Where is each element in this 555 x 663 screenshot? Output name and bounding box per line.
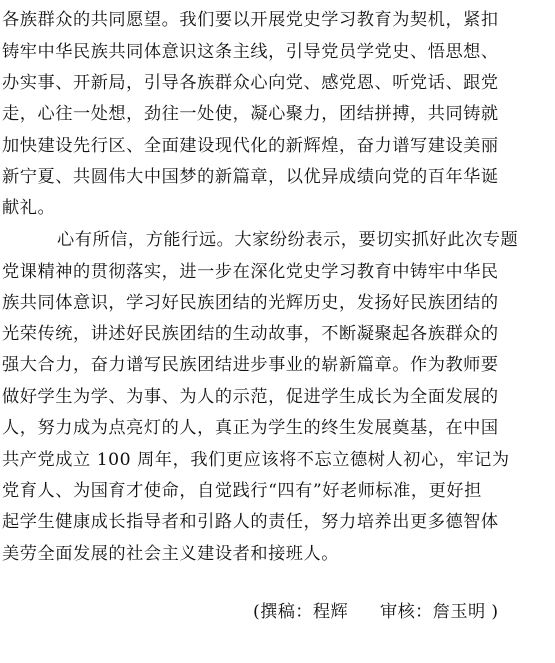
text-line: 办实事、开新局，引导各族群众心向党、感党恩、听党话、跟党 [2,73,499,93]
text-line: 新宁夏、共圆伟大中国梦的新篇章，以优异成绩向党的百年华诞 [2,167,499,187]
text-line: 铸牢中华民族共同体意识这条主线，引导党员学党史、悟思想、 [2,42,499,62]
text-line: 光荣传统，讲述好民族团结的生动故事，不断凝聚起各族群众的 [2,324,499,344]
text-line: 加快建设先行区、全面建设现代化的新辉煌，奋力谱写建设美丽 [2,136,499,156]
text-line: 族共同体意识，学习好民族团结的光辉历史，发扬好民族团结的 [2,293,499,313]
text-line: 走，心往一处想，劲往一处使，凝心聚力，团结拼搏，共同铸就 [2,104,499,124]
text-line: 美劳全面发展的社会主义建设者和接班人。 [2,544,340,564]
text-line: 人，努力成为点亮灯的人，真正为学生的终生发展奠基，在中国 [2,418,499,438]
text-line: 强大合力，奋力谱写民族团结进步事业的崭新篇章。作为教师要 [2,355,499,375]
text-line: 做好学生为学、为事、为人的示范，促进学生成长为全面发展的 [2,387,499,407]
text-line: 各族群众的共同愿望。我们要以开展党史学习教育为契机，紧扣 [2,10,499,30]
text-line: 心有所信，方能行远。大家纷纷表示，要切实抓好此次专题 [57,230,519,250]
text-line: 起学生健康成长指导者和引路人的责任，努力培养出更多德智体 [2,512,499,532]
text-line: 党课精神的贯彻落实，进一步在深化党史学习教育中铸牢中华民 [2,262,499,282]
writer-credit: (撰稿：程辉 [253,602,349,622]
text-line: 献礼。 [2,198,56,218]
text-line: 共产党成立 100 周年，我们更应该将不忘立德树人初心，牢记为 [2,450,510,470]
text-line: 党育人、为国育才使命，自觉践行“四有”好老师标准，更好担 [2,481,482,501]
reviewer-credit: 审核：詹玉明 ) [380,602,499,622]
